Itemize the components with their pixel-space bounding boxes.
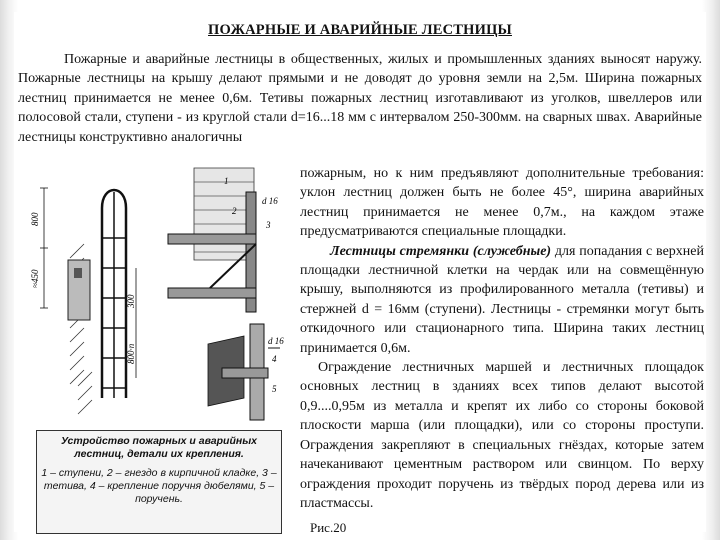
ground-hatch [78, 372, 92, 414]
right-column [300, 164, 704, 513]
figure-caption [36, 430, 282, 534]
intro-paragraph [18, 50, 702, 147]
dim-450: ≈450 [30, 269, 40, 288]
document-page [14, 12, 706, 535]
label-1: 1 [224, 176, 229, 186]
dim-300: 300 [126, 294, 136, 308]
stepladder-term: Лестницы стремянки (служебные) [330, 243, 552, 259]
detail-upper [168, 168, 256, 312]
ladder-drawing [18, 148, 294, 428]
figure-fire-ladders [18, 148, 294, 544]
nest-2 [74, 268, 82, 278]
dim-800n: 800·n [126, 343, 136, 364]
continued-text: пожарным, но к ним предъявляют дополнительные требования: уклон лестниц должен быть не более 45°, ширина аварийных лестниц принимается не менее 0,7м., на каждом этаже предусматриваются специальные площадки. [300, 166, 704, 240]
caption-legend: 1 – ступени, 2 – гнездо в кирпичной кладке, 3 – тетива, 4 – крепление поручня дюбелями, 5 – поручень. [41, 467, 277, 505]
dim-800: 800 [30, 212, 40, 226]
page-title: ПОЖАРНЫЕ И АВАРИЙНЫЕ ЛЕСТНИЦЫ [208, 22, 512, 38]
railing-paragraph: Ограждение лестничных маршей и лестничных площадок основных лестниц в зданиях всех типов делают высотой 0,9....0,95м из металла и крепят их либо со стороны боковой плоскости марша (или площадки), или со стороны проступи. Ограждения закрепляют в специальных гнёздах, которые затем начеканивают цементным раствором или свинцом. По верху ограждения проходит поручень из твёрдых пород дерева или из пластмассы. [300, 360, 704, 511]
figure-reference: Рис.20 [310, 520, 347, 535]
intro-text: Пожарные и аварийные лестницы в общественных, жилых и промышленных зданиях выносят наружу. Пожарные лестницы на крышу делают прямыми и не доводят до уровня земли на 2,5м. Ширина пожарных лестниц принимается не менее 0,6м. Тетивы пожарных лестниц изготавливают из уголков, швеллеров или полосовой стали, ступени - из круглой стали d=16...18 мм с интервалом 250-300мм. на сварных швах. Аварийные лестницы конструктивно аналогичны [18, 52, 702, 145]
label-3: 3 [266, 220, 271, 230]
stepladder-paragraph [300, 242, 704, 358]
label-4: 4 [272, 354, 277, 364]
stepladder-text: для попадания с верхней площадки лестничной клетки на чердак или на совмещённую крышу, выполняются из профилированного металла (тетивы) и стержней d = 16мм (ступени). Лестницы - стремянки могут быть откидочного или стационарного типа. Ширина таких лестниц принимается 0,6м. [300, 243, 704, 356]
label-2: 2 [232, 206, 237, 216]
caption-title: Устройство пожарных и аварийных лестниц, детали их крепления. [60, 435, 258, 460]
label-5: 5 [272, 384, 277, 394]
label-d16-b: d 16 [268, 336, 284, 346]
label-d16-a: d 16 [262, 196, 278, 206]
